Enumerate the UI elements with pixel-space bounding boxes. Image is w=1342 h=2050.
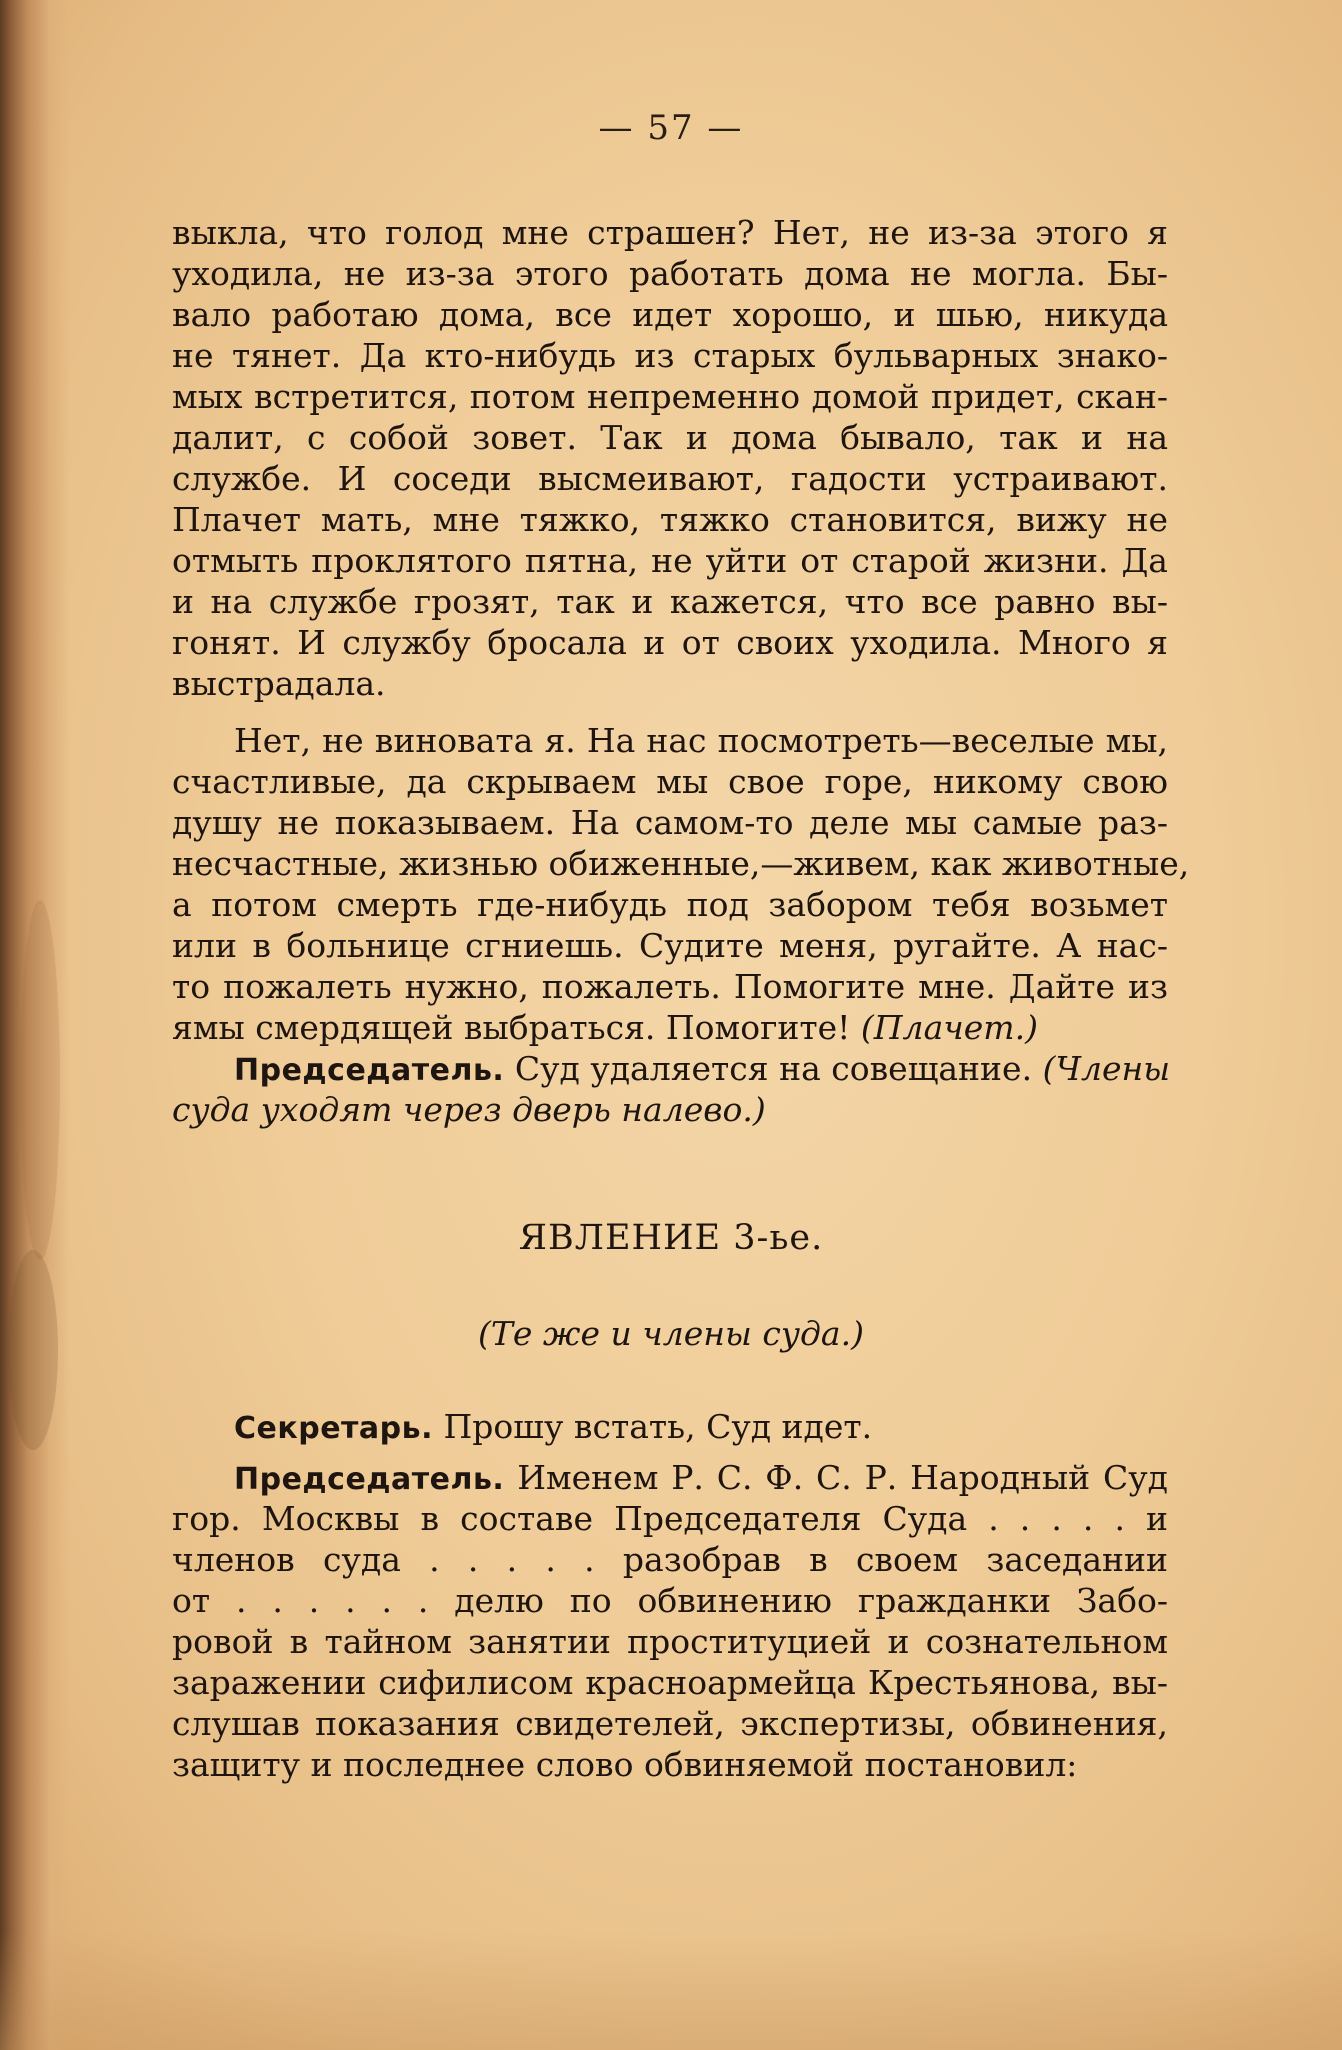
text-line: Плачет мать, мне тяжко, тяжко становится, вижу не [172, 500, 1168, 539]
stage-direction: суда уходят через дверь налево.) [172, 1090, 766, 1129]
text-line [172, 1048, 1171, 1089]
stage-direction: (Члены [1042, 1049, 1171, 1088]
text-line: заражении сифилисом красноармейца Крестьянова, вы- [172, 1663, 1168, 1702]
text-line: не тянет. Да кто-нибудь из старых бульварных знако- [172, 336, 1168, 375]
text-line: гор. Москвы в составе Председателя Суда . . . . . и [172, 1499, 1168, 1538]
text-line: далит, с собой зовет. Так и дома бывало, так и на [172, 418, 1168, 457]
text-line: ровой в тайном занятии проституцией и сознательном [172, 1622, 1168, 1661]
speaker-name: Председатель. [234, 1462, 505, 1497]
text-line [172, 1406, 1168, 1447]
text-line: несчастные, жизнью обиженные,—живем, как животные, [172, 844, 1190, 883]
speaker-name: Председатель. [234, 1053, 505, 1088]
text-line: гонят. И службу бросала и от своих уходила. Много я [172, 623, 1168, 662]
paragraph-1 [172, 212, 1168, 704]
speech-text: Прошу встать, Суд идет. [443, 1407, 873, 1446]
text-line: уходила, не из-за этого работать дома не могла. Бы- [172, 254, 1168, 293]
paragraph-5 [172, 1457, 1168, 1785]
text-line: а потом смерть где-нибудь под забором тебя возьмет [172, 885, 1168, 924]
text-line: душу не показываем. На самом-то деле мы самые раз- [172, 803, 1168, 842]
stage-direction: (Плачет.) [860, 1008, 1038, 1047]
text-line: мых встретится, потом непременно домой придет, скан- [172, 377, 1168, 416]
text-line: отмыть проклятого пятна, не уйти от старой жизни. Да [172, 541, 1168, 580]
scene-direction: (Те же и члены суда.) [478, 1314, 864, 1353]
text-line: от . . . . . . делю по обвинению гражданки Забо- [172, 1581, 1168, 1620]
text-line: выстрадала. [172, 664, 386, 703]
text-line [172, 1457, 1168, 1498]
speaker-name: Секретарь. [234, 1411, 434, 1446]
text-line-content: ямы смердящей выбраться. Помогите! [172, 1008, 851, 1047]
paper-stain [20, 900, 60, 1260]
text-line: и на службе грозят, так и кажется, что все равно вы- [172, 582, 1168, 621]
speech-text: Именем Р. С. Ф. С. Р. Народный Суд [517, 1458, 1168, 1497]
text-line [172, 1007, 1168, 1048]
text-line: или в больнице сгниешь. Судите меня, ругайте. А нас- [172, 926, 1168, 965]
text-line: счастливые, да скрываем мы свое горе, никому свою [172, 762, 1168, 801]
text-line: слушав показания свидетелей, экспертизы, обвинения, [172, 1704, 1168, 1743]
scene-heading: ЯВЛЕНИЕ 3-ье. [518, 1218, 824, 1258]
page-shading [0, 1930, 1342, 2050]
text-line: вало работаю дома, все идет хорошо, и шью, никуда [172, 295, 1168, 334]
paragraph-4 [172, 1406, 1168, 1447]
text-line: выкла, что голод мне страшен? Нет, не из-за этого я [172, 213, 1168, 252]
text-line: службе. И соседи высмеивают, гадости устраивают. [172, 459, 1168, 498]
text-line: то пожалеть нужно, пожалеть. Помогите мне. Дайте из [172, 967, 1168, 1006]
page-number: — 57 — [598, 108, 744, 148]
text-line: Нет, не виновата я. На нас посмотреть—веселые мы, [234, 721, 1168, 760]
paragraph-3 [172, 1048, 1171, 1130]
text-line: защиту и последнее слово обвиняемой постановил: [172, 1745, 1078, 1784]
speech-text: Суд удаляется на совещание. [514, 1049, 1033, 1088]
paragraph-2 [172, 720, 1190, 1048]
text-line: членов суда . . . . . разобрав в своем заседании [172, 1540, 1168, 1579]
